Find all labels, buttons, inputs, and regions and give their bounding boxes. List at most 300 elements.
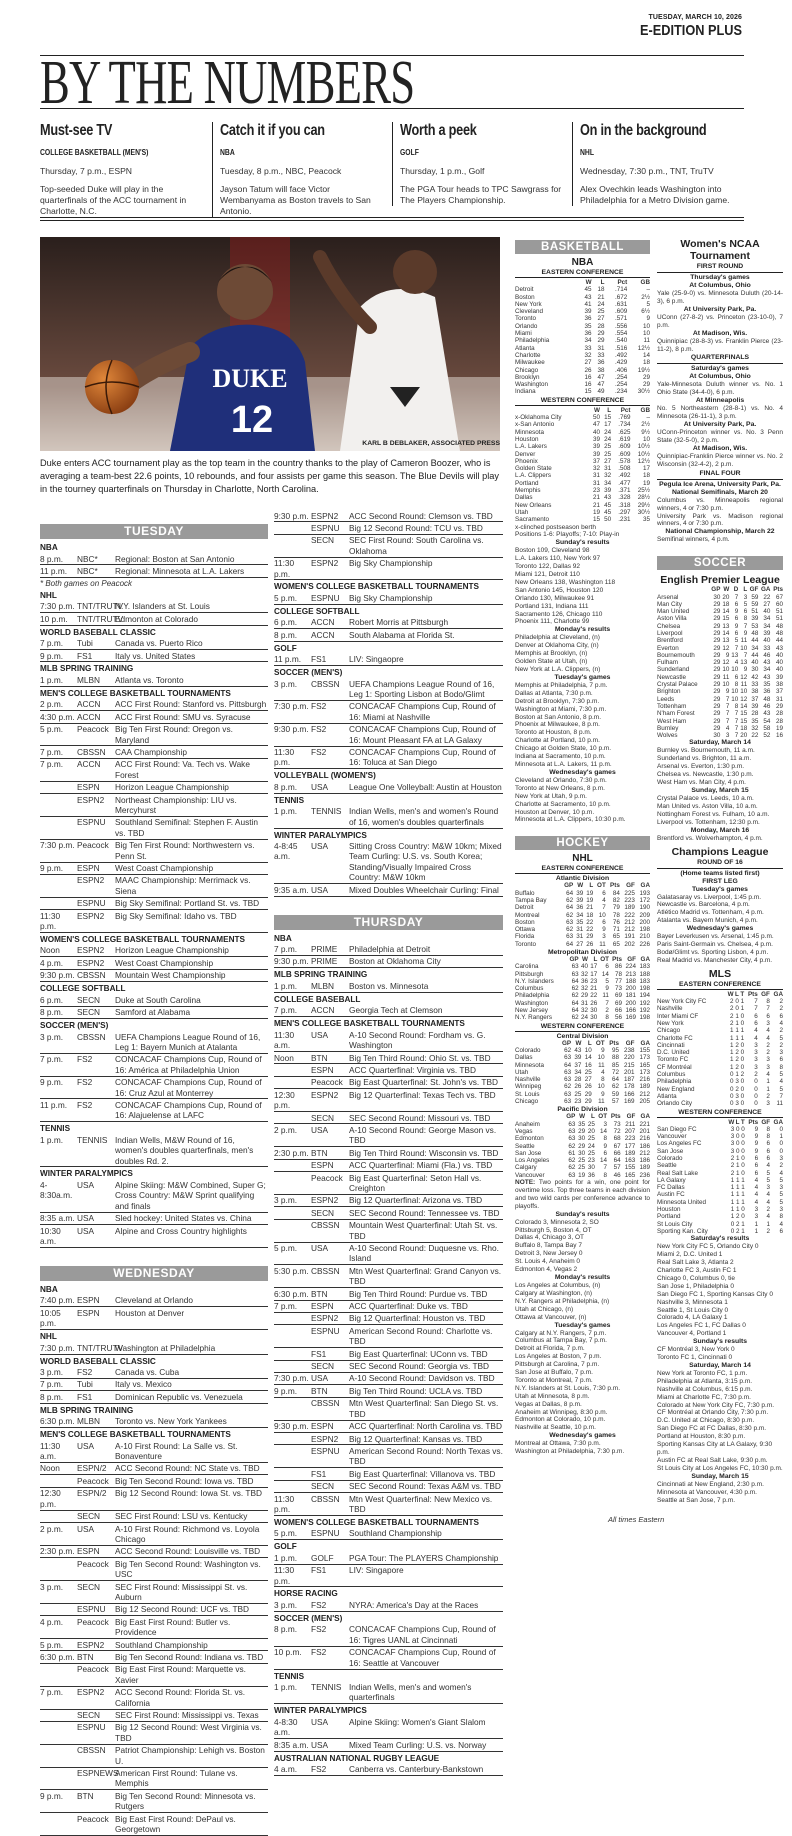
stat-value: 9: [602, 926, 606, 934]
table-row: [515, 985, 650, 992]
listing-time: [274, 523, 311, 533]
results-heading: Sunday, March 15: [691, 786, 749, 794]
listing-channel: USA: [311, 1739, 329, 1750]
listing-row: [274, 678, 503, 701]
listing-channel: USA: [311, 1243, 329, 1253]
listing-program: Big 12 Second Round: UCF vs. TBD: [115, 1604, 250, 1615]
stat-value: 39: [763, 630, 771, 637]
promo-heading: Must-see TV: [40, 122, 113, 139]
listing-time: 10 p.m.: [274, 1647, 302, 1658]
listing-time: 10 p.m.: [40, 613, 68, 624]
listing-channel: ESPN2: [311, 558, 339, 569]
listing-row: [274, 1112, 503, 1124]
listing-program: Patriot Championship: Lehigh vs. Boston U.: [115, 1745, 265, 1766]
listing-section-title: WORLD BASEBALL CLASSIC: [40, 627, 156, 637]
stat-value: 8: [603, 1171, 608, 1179]
stat-value: 29: [713, 717, 721, 725]
listing-row: [274, 1373, 503, 1385]
column-header: GF: [626, 882, 635, 890]
listing-channel: USA: [77, 1179, 95, 1190]
column-header: L: [735, 990, 739, 998]
stat-value: 79: [612, 904, 620, 912]
listing-program: SEC Second Round: Georgia vs. TBD: [349, 1361, 490, 1372]
result-line: Toronto FC 1, Cincinnati 0: [657, 1354, 733, 1362]
stat-value: 0: [735, 1005, 739, 1013]
column-header: [515, 1113, 563, 1120]
result-line: Newcastle vs. Barcelona, 4 p.m.: [657, 901, 750, 909]
stat-value: 0: [741, 1133, 745, 1141]
stat-value: 11: [776, 1100, 783, 1108]
team-name: Sacramento: [515, 516, 549, 524]
listing-time: 3 p.m.: [274, 1195, 298, 1206]
stat-value: 0: [736, 1133, 740, 1141]
listing-program: Canberra vs. Canterbury-Bankstown: [349, 1764, 484, 1775]
semis-heading: National Semifinals, March 20: [672, 488, 768, 496]
listing-program: Horizon League Championship: [115, 945, 229, 956]
team-name: Seattle: [515, 1142, 535, 1150]
stat-value: 9: [754, 1133, 759, 1141]
league-title: NHL: [572, 853, 593, 865]
stat-value: 7: [779, 1092, 783, 1100]
listing-channel: PRIME: [311, 944, 338, 955]
stat-value: 5: [779, 1085, 783, 1093]
listing-program: Mountain West Championship: [115, 970, 226, 981]
conference-title: WESTERN CONFERENCE: [515, 397, 650, 406]
stat-value: 44: [751, 651, 759, 659]
table-row: [515, 1054, 650, 1061]
stat-value: 3: [766, 1100, 770, 1108]
game-site: At University Park, Pa.: [683, 421, 757, 429]
result-line: New York at L.A. Clippers, (n): [515, 666, 601, 673]
stat-value: 3: [754, 1056, 758, 1064]
listing-time: [40, 898, 77, 908]
division-title: Pacific Division: [557, 1106, 608, 1114]
stat-value: 5: [646, 300, 650, 308]
stat-value: 8: [605, 1014, 609, 1022]
stat-value: 34: [751, 644, 759, 652]
listing-time: 6 p.m.: [274, 617, 298, 628]
table-row: [657, 1199, 783, 1206]
stat-value: 16: [584, 381, 592, 389]
stat-value: 40: [775, 651, 783, 659]
stat-value: 7: [734, 644, 739, 652]
listing-channel: FS2: [311, 701, 327, 712]
stat-value: 1: [741, 1227, 745, 1235]
stat-value: 40: [775, 659, 783, 667]
stat-value: 9: [605, 985, 609, 993]
stat-value: 23: [592, 487, 600, 495]
listing-channel: FS1: [311, 1468, 327, 1479]
stat-value: 65: [612, 933, 620, 941]
stat-value: 69: [614, 992, 622, 1000]
listing-time: 7 p.m.: [40, 638, 64, 649]
listing-time: [40, 1559, 77, 1580]
listing-program: Big 12 Quarterfinal: Houston vs. TBD: [349, 1313, 486, 1324]
stat-value: 14: [601, 970, 609, 978]
team-name: Columbus: [657, 1071, 686, 1079]
result-line: Atlético Madrid vs. Tottenham, 4 p.m.: [657, 909, 764, 917]
listing-time: 7:30 p.m.: [274, 1373, 309, 1384]
result-line: Seattle at San Jose, 7 p.m.: [657, 1496, 736, 1504]
result-line: Boston 109, Cleveland 98: [515, 547, 590, 555]
stat-value: 27: [597, 315, 605, 323]
team-name: Orlando: [515, 322, 538, 330]
result-line: Nashville 3, Minnesota 1: [657, 1298, 728, 1306]
team-name: Washington: [515, 999, 549, 1007]
listing-row: [274, 1301, 503, 1313]
stat-value: 3: [779, 1049, 783, 1057]
results-heading: Wednesday's games: [549, 1432, 616, 1440]
stat-value: 11: [740, 681, 748, 689]
result-line: New York at Toronto FC, 1 p.m.: [657, 1369, 748, 1377]
column-header: GA: [640, 882, 650, 890]
listing-channel: ESPNU: [77, 1604, 106, 1615]
conference-title: WESTERN CONFERENCE: [657, 1109, 783, 1118]
listing-program: Regional: Minnesota at L.A. Lakers: [115, 565, 245, 576]
stat-value: 198: [639, 1014, 650, 1022]
team-name: Vancouver: [657, 1133, 687, 1141]
stat-value: 6: [779, 1227, 783, 1235]
stat-value: 19: [592, 508, 600, 516]
column-header: GP: [562, 1039, 572, 1047]
listing-time: [40, 1476, 77, 1486]
team-name: Memphis: [515, 487, 541, 495]
stat-value: 1: [730, 1063, 734, 1071]
listing-time: [40, 782, 77, 792]
listing-channel: Peacock: [77, 1475, 109, 1486]
listing-channel: CBSSN: [311, 1220, 340, 1231]
table-row: [657, 718, 783, 725]
result-line: Bayer Leverkusen vs. Arsenal, 1:45 p.m.: [657, 933, 774, 941]
table-row: [515, 436, 650, 443]
stat-value: 169: [625, 1014, 636, 1022]
listing-row: [274, 1325, 503, 1348]
stat-value: 2: [730, 1162, 735, 1170]
team-name: Edmonton: [515, 1135, 544, 1143]
listing-row: [274, 1064, 503, 1076]
column-header: T: [740, 1118, 745, 1126]
photo-credit: [362, 440, 500, 447]
stat-value: 33: [751, 681, 759, 689]
listing-row: [40, 1488, 268, 1511]
table-row: [515, 1076, 650, 1083]
stat-value: 63: [566, 918, 574, 926]
listing-section-title: NHL: [40, 590, 57, 600]
stat-value: 39: [576, 889, 584, 897]
table-row: [515, 904, 650, 911]
stat-value: 1: [741, 1184, 745, 1192]
team-name: New Jersey: [515, 1007, 548, 1015]
listing-channel: SECN: [77, 1581, 101, 1592]
stat-value: 29: [584, 1090, 592, 1098]
team-name: Chicago: [657, 1027, 681, 1035]
stat-value: 73: [613, 1120, 621, 1128]
result-line: Los Angeles at Columbus, (n): [515, 1281, 601, 1289]
result-line: Montreal at Ottawa, 7:30 p.m.: [515, 1440, 601, 1448]
stat-value: 24: [587, 1142, 595, 1150]
stat-value: 4: [766, 1027, 770, 1035]
stat-value: 57: [613, 1164, 621, 1172]
listing-time: [274, 1446, 311, 1467]
team-name: Los Angeles: [515, 1157, 550, 1165]
stat-value: 25: [574, 1090, 582, 1098]
table-row: [515, 451, 650, 458]
stat-value: .477: [618, 479, 631, 487]
table-row: [515, 381, 650, 388]
result-line: St Louis City at Los Angeles FC, 10:30 p.m.: [657, 1464, 783, 1472]
table-row: [515, 429, 650, 436]
listing-program: Edmonton at Colorado: [115, 613, 199, 624]
listing-channel: ESPNEWS: [77, 1768, 119, 1779]
stat-value: 1: [736, 1169, 740, 1177]
team-name: Atlanta: [657, 1092, 677, 1100]
listing-channel: SECN: [311, 535, 335, 546]
stat-value: 172: [639, 896, 650, 904]
result-line: N.Y. Islanders at St. Louis, 7:30 p.m.: [515, 1384, 621, 1392]
divider: [40, 220, 744, 221]
stat-value: 0: [779, 1125, 783, 1133]
listing-channel: USA: [77, 1225, 95, 1236]
divider: [657, 868, 783, 869]
listing-section-title: COLLEGE SOFTBALL: [40, 984, 126, 994]
listing-row: [40, 1379, 268, 1391]
stat-value: .734: [618, 421, 631, 429]
table-row: [657, 1020, 783, 1027]
stat-value: 86: [614, 963, 622, 971]
listing-row: [40, 1031, 268, 1054]
listing-time: [40, 875, 77, 896]
stat-value: 29: [578, 1142, 586, 1150]
section-header-basketball: BASKETBALL: [515, 240, 650, 254]
stat-value: 5: [743, 600, 748, 608]
listing-time: [274, 1434, 311, 1444]
stat-value: 188: [625, 977, 636, 985]
listing-program: UEFA Champions League Round of 16, Leg 1: Sporting Lisbon at Bodo/Glimt: [349, 678, 495, 699]
listing-channel: FS2: [311, 1599, 327, 1610]
listing-program: ACC First Round: SMU vs. Syracuse: [115, 711, 251, 722]
listing-channel: Peacock: [77, 1664, 109, 1675]
listing-time: [274, 1113, 311, 1123]
team-name: LA Galaxy: [657, 1176, 686, 1184]
division-title: Central Division: [556, 1032, 609, 1040]
result-line: Buffalo 8, Tampa Bay 7: [515, 1242, 582, 1250]
listing-row: [40, 1179, 268, 1212]
listing-time: 11 p.m.: [40, 565, 68, 576]
result-line: Seattle 1, St Louis City 0: [657, 1306, 729, 1314]
page-title: BY THE NUMBERS: [40, 49, 415, 117]
stat-value: 6: [766, 1012, 770, 1020]
stat-value: 56: [614, 1014, 622, 1022]
stat-value: 29: [713, 630, 721, 637]
stat-value: 183: [639, 963, 650, 971]
stat-value: 72: [613, 1127, 621, 1135]
team-name: L.A. Clippers: [515, 472, 552, 480]
stat-value: 18: [722, 600, 730, 608]
listing-row: [274, 592, 503, 604]
stat-value: 223: [624, 896, 635, 904]
listing-row: [274, 944, 503, 956]
stat-value: 6: [754, 1169, 759, 1177]
results-heading: Saturday's results: [690, 1235, 750, 1243]
table-row: [515, 494, 650, 501]
listing-time: 8 p.m.: [40, 1007, 64, 1018]
stat-value: 37: [775, 688, 783, 696]
listing-time: [40, 1722, 77, 1743]
listing-row: [40, 1604, 268, 1616]
team-name: Columbus: [515, 985, 544, 993]
listing-program: Big East Quarterfinal: Seton Hall vs. Creighton: [349, 1172, 482, 1193]
listing-program: CONCACAF Champions Cup, Round of 16: Miami at Nashville: [349, 701, 496, 722]
listing-row: [274, 1398, 503, 1421]
divider: [657, 479, 783, 480]
stat-value: 2: [735, 1056, 739, 1064]
stat-value: 8: [766, 998, 770, 1006]
column-header: GP: [711, 586, 721, 594]
team-name: San Diego FC: [657, 1125, 697, 1133]
listing-time: Noon: [274, 1052, 294, 1063]
stat-value: 7: [734, 717, 739, 725]
stat-value: 15: [592, 516, 600, 524]
stat-value: 24: [597, 300, 605, 308]
stat-value: 1: [730, 1034, 734, 1042]
stat-value: 77: [614, 977, 622, 985]
column-header: OT: [595, 1039, 605, 1047]
stat-value: 1: [736, 1206, 740, 1214]
stat-value: 200: [639, 918, 650, 926]
stat-value: 35: [576, 918, 584, 926]
result-line: Utah at Chicago, (n): [515, 1305, 574, 1313]
promo-airtime: Thursday, 7 p.m., ESPN: [40, 166, 133, 176]
divider: [657, 272, 783, 273]
stat-value: 29: [642, 373, 650, 381]
listing-program: A-10 Second Round: Fordham vs. G. Washington: [349, 1029, 486, 1051]
stat-value: 34: [604, 479, 612, 487]
promo-airtime: Tuesday, 8 p.m., NBC, Peacock: [220, 166, 342, 176]
stat-value: 18: [740, 724, 748, 732]
result-line: Columbus at Tampa Bay, 7 p.m.: [515, 1337, 607, 1345]
result-line: Philadelphia at Cleveland, (n): [515, 634, 600, 642]
stat-value: 11: [599, 940, 606, 948]
stat-value: .540: [614, 337, 628, 345]
table-row: [515, 286, 650, 293]
result-line: Real Madrid vs. Manchester City, 4 p.m.: [657, 956, 773, 964]
stat-value: 0: [736, 1125, 740, 1133]
stat-value: 30: [713, 593, 721, 601]
team-name: St Louis City: [657, 1220, 693, 1228]
promo-card: [212, 122, 384, 217]
stat-value: 46: [763, 651, 771, 659]
stat-value: 32: [584, 351, 592, 359]
listing-row: [274, 1421, 503, 1433]
game-line: University Park vs. Madison regional winners, 4 or 7:30 p.m.: [657, 512, 783, 528]
listing-time: 6:30 p.m.: [274, 1288, 309, 1299]
listing-row: [274, 956, 503, 968]
listing-row: [274, 1207, 503, 1219]
promo-category: COLLEGE BASKETBALL (MEN'S): [40, 148, 149, 157]
stat-value: 10: [597, 1083, 605, 1091]
stat-value: 7: [734, 593, 739, 601]
results-heading: Tuesday's games: [554, 1321, 611, 1329]
table-row: [515, 301, 650, 308]
column-header: GA: [640, 1113, 650, 1121]
listing-row: [274, 980, 503, 992]
result-line: New Orleans 138, Washington 118: [515, 578, 616, 586]
listing-time: [274, 1173, 311, 1194]
stat-value: 45: [604, 508, 612, 516]
listing-program: CONCACAF Champions Cup, Round of 16: Mount Pleasant FA at LA Galaxy: [349, 724, 496, 745]
conference-title: EASTERN CONFERENCE: [657, 981, 783, 990]
column-header: D: [733, 586, 739, 594]
photo-credit-name: KARL B DEBLAKER,: [362, 440, 430, 447]
stat-value: 3: [754, 1049, 758, 1057]
listing-program: ACC Quarterfinal: Miami (Fla.) vs. TBD: [349, 1160, 493, 1171]
stat-value: 181: [625, 992, 636, 1000]
listing-channel: ACCN: [311, 629, 335, 640]
listing-row: [274, 558, 503, 581]
result-line: Minnesota at L.A. Lakers, 11 p.m.: [515, 760, 612, 768]
listing-channel: ESPN2: [311, 1195, 339, 1206]
listing-time: 5 p.m.: [40, 1639, 64, 1650]
listing-channel: SECN: [311, 1481, 335, 1492]
stat-value: 39: [775, 673, 783, 681]
stat-value: 16: [584, 1061, 592, 1069]
stat-value: 12: [740, 673, 748, 681]
stat-value: 0: [740, 1085, 745, 1093]
stat-value: 84: [612, 889, 620, 897]
feature-photo: [40, 237, 500, 451]
listing-program: MAAC Championship: Merrimack vs. Siena: [115, 875, 251, 896]
stat-value: 62: [568, 1164, 576, 1172]
column-header: [657, 586, 709, 593]
listing-program: Southland Championship: [115, 1639, 208, 1650]
listing-row: [40, 994, 268, 1006]
listing-time: 3 p.m.: [40, 1367, 64, 1378]
listing-program: Big Sky Championship: [349, 558, 433, 569]
stat-value: 9: [603, 1142, 608, 1150]
stat-value: 10½: [637, 450, 650, 458]
listing-program: Big 12 Quarterfinal: Texas Tech vs. TBD: [349, 1089, 496, 1100]
stat-value: 166: [623, 1090, 635, 1098]
team-name: Seattle: [657, 1162, 677, 1170]
stat-value: 200: [625, 999, 636, 1007]
table-row: [657, 1100, 783, 1107]
table-row: [515, 315, 650, 322]
stat-value: 15: [740, 717, 748, 725]
table-row: [515, 1098, 650, 1105]
listing-row: [274, 1739, 503, 1751]
stat-value: 1: [736, 1198, 740, 1206]
stat-value: 29: [584, 1098, 592, 1106]
listing-row: [40, 565, 268, 577]
listing-channel: FS1: [311, 1348, 327, 1359]
listing-program: SEC First Round: Mississippi St. vs. Auburn: [115, 1581, 248, 1602]
result-line: Calgary at N.Y. Rangers, 7 p.m.: [515, 1329, 607, 1337]
result-line: L.A. Lakers 110, New York 97: [515, 555, 601, 563]
stat-value: 0: [741, 1140, 745, 1148]
stat-value: 5: [734, 637, 739, 645]
game-line: Quinnipiac-Franklin Pierce winner vs. No. 2 Wisconsin (32-4-2), 2 p.m.: [657, 452, 783, 468]
stat-value: 49: [597, 388, 605, 396]
listing-program: Big Ten First Round: Oregon vs. Maryland: [115, 724, 233, 745]
stat-value: 13: [722, 637, 730, 645]
listing-time: 8 p.m.: [40, 1391, 64, 1402]
listing-row: [40, 1307, 268, 1330]
result-line: West Ham vs. Man City, 4 p.m.: [657, 779, 746, 787]
stat-value: 42: [751, 673, 759, 681]
result-line: Phoenix 111, Charlotte 99: [515, 618, 590, 626]
stat-value: 43: [584, 293, 592, 301]
stat-value: 15: [584, 388, 592, 396]
